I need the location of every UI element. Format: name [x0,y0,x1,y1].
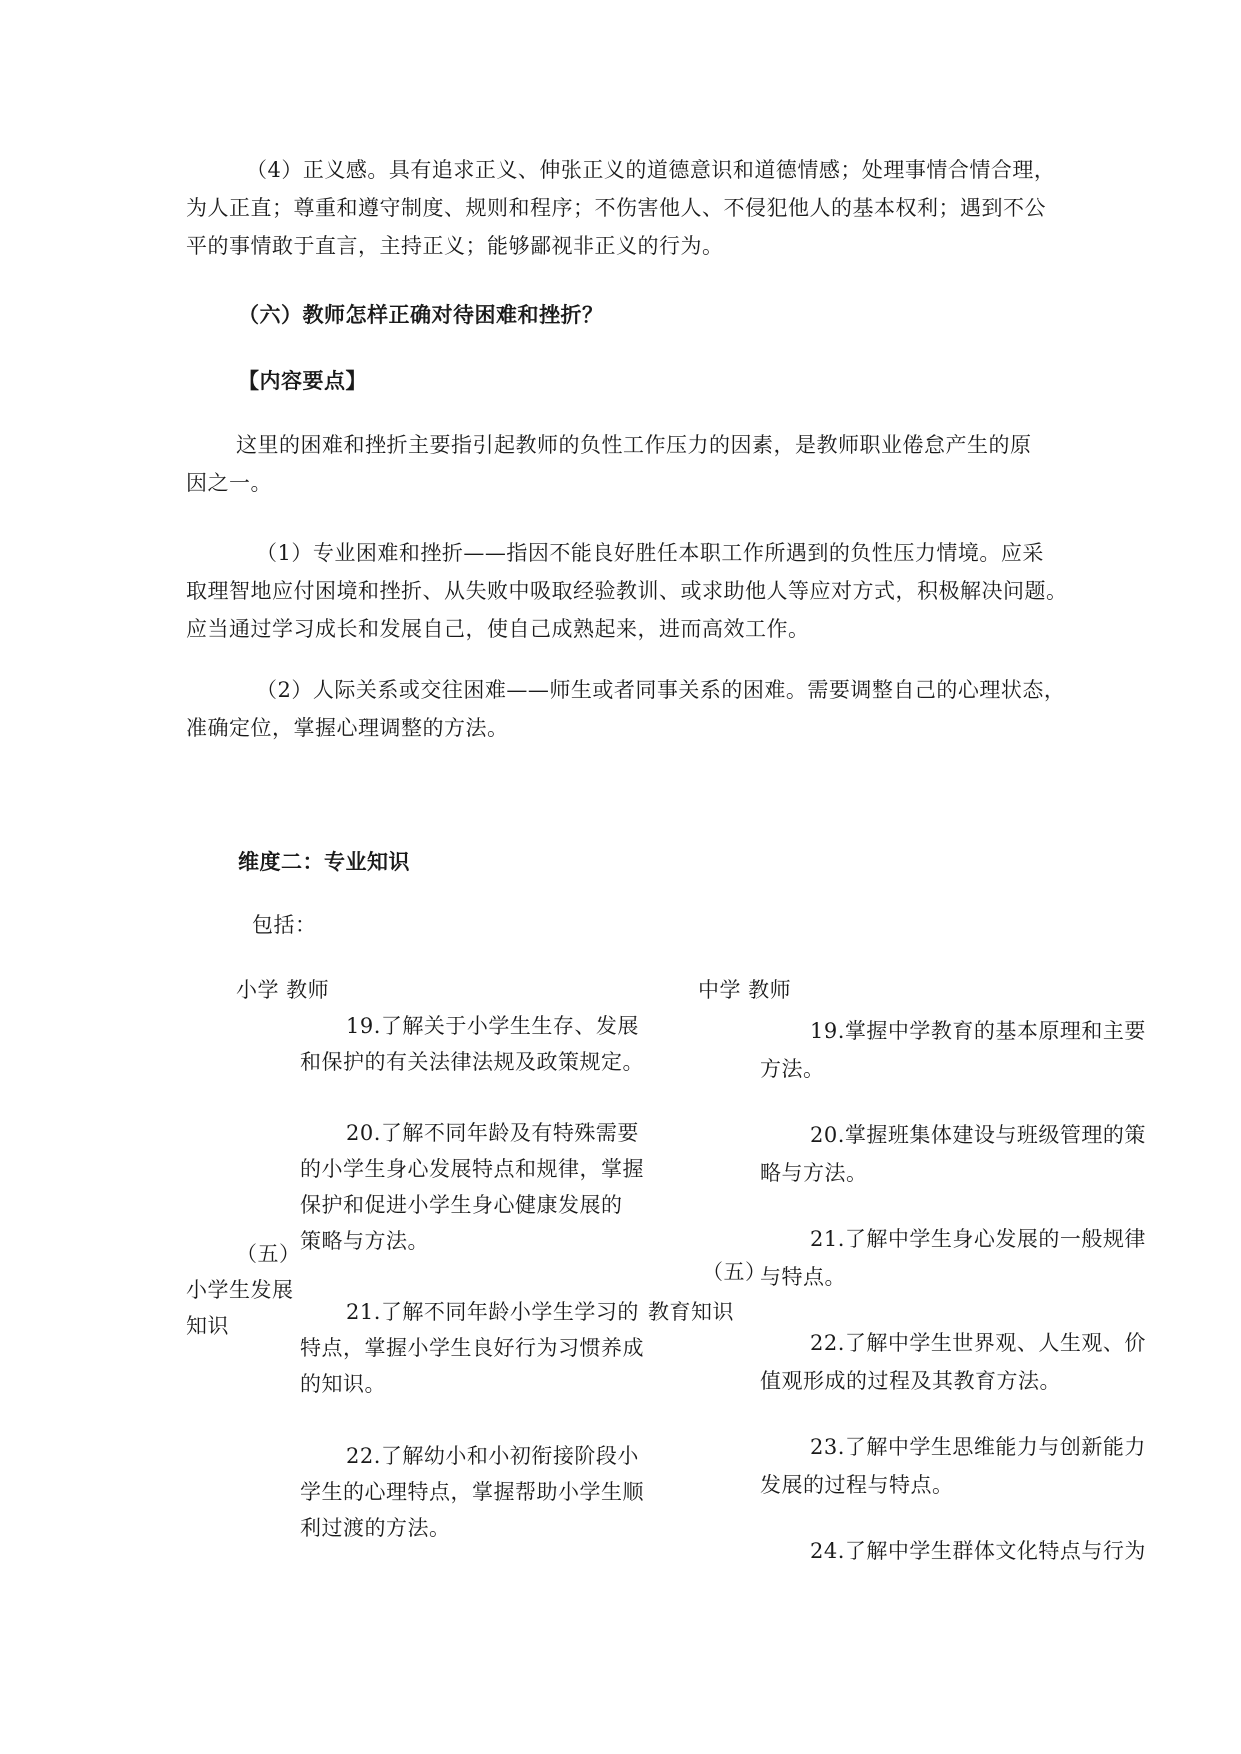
secondary-item-19-line-1: 19.掌握中学教育的基本原理和主要 [810,1019,1146,1043]
intro-paragraph-line-1: 这里的困难和挫折主要指引起教师的负性工作压力的因素，是教师职业倦怠产生的原 [236,433,1032,457]
secondary-item-21-line-2: 与特点。 [760,1265,846,1289]
secondary-item-21-line-1: 21.了解中学生身心发展的一般规律 [810,1227,1146,1251]
item1-line-1: （1）专业困难和挫折——指因不能良好胜任本职工作所遇到的负性压力情境。应采 [256,541,1044,565]
primary-item-22-line-1: 22.了解幼小和小初衔接阶段小 [346,1444,639,1468]
primary-side-label-1: （五） [236,1242,301,1266]
secondary-item-22-line-1: 22.了解中学生世界观、人生观、价 [810,1331,1146,1355]
justice-paragraph-line-2: 为人正直；尊重和遵守制度、规则和程序；不伤害他人、不侵犯他人的基本权利；遇到不公 [186,196,1046,220]
secondary-side-label-1: （五） [702,1260,767,1284]
intro-paragraph-line-2: 因之一。 [186,471,272,495]
item2-line-1: （2）人际关系或交往困难——师生或者同事关系的困难。需要调整自己的心理状态， [256,678,1066,702]
primary-item-19-line-2: 和保护的有关法律法规及政策规定。 [300,1050,644,1074]
primary-item-20-line-1: 20.了解不同年龄及有特殊需要 [346,1121,639,1145]
dimension-two-heading: 维度二：专业知识 [238,850,410,874]
primary-teacher-header: 小学 教师 [236,978,330,1002]
primary-item-21-line-1: 21.了解不同年龄小学生学习的 [346,1300,639,1324]
secondary-item-20-line-1: 20.掌握班集体建设与班级管理的策 [810,1123,1146,1147]
secondary-item-20-line-2: 略与方法。 [760,1161,868,1185]
justice-paragraph-line-3: 平的事情敢于直言，主持正义；能够鄙视非正义的行为。 [186,234,724,258]
secondary-item-22-line-2: 值观形成的过程及其教育方法。 [760,1369,1061,1393]
primary-item-20-line-4: 策略与方法。 [300,1229,429,1253]
item2-line-2: 准确定位，掌握心理调整的方法。 [186,716,509,740]
item1-line-2: 取理智地应付困境和挫折、从失败中吸取经验教训、或求助他人等应对方式，积极解决问题。 [186,579,1068,603]
secondary-item-23-line-2: 发展的过程与特点。 [760,1473,954,1497]
primary-item-22-line-3: 利过渡的方法。 [300,1516,451,1540]
key-points-label: 【内容要点】 [238,369,367,393]
secondary-side-label-2: 教育知识 [648,1300,734,1324]
item1-line-3: 应当通过学习成长和发展自己，使自己成熟起来，进而高效工作。 [186,617,810,641]
primary-item-20-line-2: 的小学生身心发展特点和规律，掌握 [300,1157,644,1181]
primary-side-label-3: 知识 [186,1314,229,1338]
secondary-item-23-line-1: 23.了解中学生思维能力与创新能力 [810,1435,1146,1459]
primary-item-19-line-1: 19.了解关于小学生生存、发展 [346,1014,639,1038]
secondary-item-19-line-2: 方法。 [760,1057,825,1081]
secondary-teacher-header: 中学 教师 [698,978,792,1002]
primary-item-20-line-3: 保护和促进小学生身心健康发展的 [300,1193,623,1217]
justice-paragraph-line-1: （4）正义感。具有追求正义、伸张正义的道德意识和道德情感；处理事情合情合理， [246,158,1056,182]
section-heading-six: （六）教师怎样正确对待困难和挫折？ [238,303,604,327]
primary-item-21-line-3: 的知识。 [300,1372,386,1396]
primary-side-label-2: 小学生发展 [186,1278,294,1302]
includes-label: 包括： [252,913,317,937]
secondary-item-24-line-1: 24.了解中学生群体文化特点与行为 [810,1539,1146,1563]
primary-item-22-line-2: 学生的心理特点，掌握帮助小学生顺 [300,1480,644,1504]
primary-item-21-line-2: 特点，掌握小学生良好行为习惯养成 [300,1336,644,1360]
